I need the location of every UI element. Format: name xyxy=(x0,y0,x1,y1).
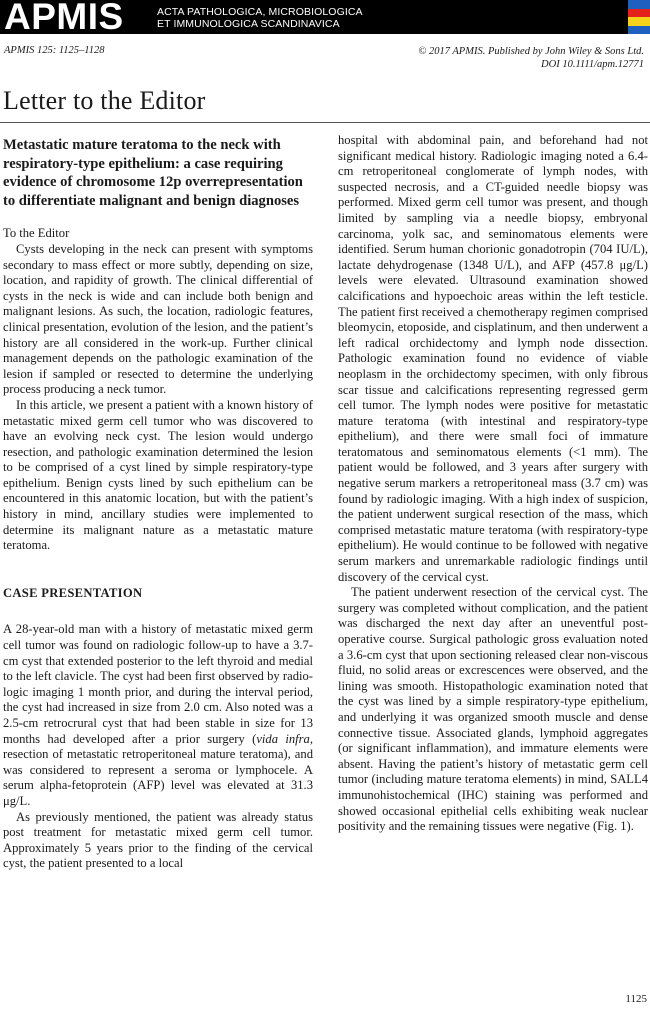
case-p1-text-b: , resection of metastatic retroperitoneal mature teratoma), and was considered to represent a seroma or lymphocele. A serum alpha-fetoprotein (AFP) level was elevated at 31.3 μg/L. xyxy=(3,731,314,808)
color-flag-icon xyxy=(628,0,650,34)
history-paragraph: hospital with abdominal pain, and beforehand had not significant medical history. Radiologic imaging noted a 6.4-cm retroperitoneal conglomerate of lymph nodes, with suspected necrosis, and a CT-guided needle biopsy was performed. Mixed germ cell tumor was present, and though limited by sampling via a needle biopsy, embryonal carcinoma, yolk sac, and seminomatous elements were identified. Serum human chorionic gonadotropin (704 IU/L), lactate dehydrogenase (1348 U/L), and AFP (457.8 μg/L) levels were elevated. Ultrasound examination showed calcifications and hypoechoic areas within the left testicle. The patient first received a chemotherapy regimen comprised bleomycin, etoposide, and cisplatinum, and then underwent a left radical orchidectomy and lymph node dissection. Pathologic examination found no evidence of viable neoplasm in the orchidectomy specimen, with only fibrous scar tissue and calcifications representing regressed germ cell tumor. The lymph nodes were positive for metastatic mature teratoma (with intestinal and respiratory-type epithelium), and there were small foci of immature teratomatous and seminomatous elements (<1 mm). The patient would be followed, and 3 years after surgery with negative serum markers a retroperitoneal mass (3.7 cm) was found by radiologic imaging. With a high index of suspicion, the patient underwent surgical resection of the mass, which comprised metastatic mature teratoma (with respiratory-type epithelium). He would continue to be followed with negative serum markers and unremarkable radiologic findings until discovery of the cervical cyst. xyxy=(338,133,648,584)
salutation: To the Editor xyxy=(3,226,70,241)
journal-full-name xyxy=(157,6,363,30)
case-p1-text-a: A 28-year-old man with a history of metastatic mixed germ cell tumor was found on radiologic follow-up to have a 3.7-cm cyst that extended posterior to the left thyroid and medial to the left clavicle. The cyst had been first observed by radiologic imaging 1 month prior, and during the interval period, the cyst had increased in size from 2.0 cm. Also noted was a 2.5-cm retrocrural cyst that had been stable in size for 13 months had developed after a prior surgery ( xyxy=(3,622,313,746)
case-p1-italic: vida infra xyxy=(256,731,310,746)
copyright-doi xyxy=(418,45,644,71)
flag-stripe-4 xyxy=(628,26,650,35)
section-divider xyxy=(0,122,650,123)
flag-stripe-3 xyxy=(628,17,650,26)
page-number: 1125 xyxy=(625,993,647,1005)
intro-paragraph-1: Cysts developing in the neck can present with symptoms secondary to mass effect or more subtly, depending on size, location, and rapidity of growth. The clinical differential of cysts in the neck is wide and can include both benign and malignant lesions. As such, the location, radiologic features, clinical presentation, evolution of the lesion, and the patient’s history are all considered in the work-up. Further clinical management depends on the pathologic examination of the lesion if sampled or resected to determine the underlying process producing a neck tumor. xyxy=(3,241,313,397)
journal-name-line-1: ACTA PATHOLOGICA, MICROBIOLOGICA xyxy=(157,6,363,18)
section-title: Letter to the Editor xyxy=(3,86,206,115)
flag-stripe-2 xyxy=(628,9,650,18)
journal-masthead xyxy=(0,0,650,37)
copyright-line: © 2017 APMIS. Published by John Wiley & Sons Ltd. xyxy=(418,46,644,57)
journal-logo: APMIS xyxy=(4,0,124,37)
case-paragraph-2: As previously mentioned, the patient was already status post treatment for metastatic mixed germ cell tumor. Approximately 5 years prior to the finding of the cervical cyst, the patient presented to a local xyxy=(3,809,313,871)
resection-paragraph: The patient underwent resection of the cervical cyst. The surgery was completed without complication, and the patient was discharged the next day after an uneventful post-operative course. Surgical pathologic gross evaluation noted a 3.6-cm cyst that upon sectioning released clear non-viscous fluid, no solid areas or excrescences were observed, and the lining was smooth. Histopathologic examination noted that the cyst was lined by a simple respiratory-type epithelium, and underlying it was organized smooth muscle and dense connective tissue. Associated glands, lymphoid aggregates (or significant inflammation), and immature elements were absent. Having the patient’s history of metastatic germ cell tumor (including mature teratoma elements) in mind, SALL4 immunohistochemical (IHC) staining was performed and showed occasional epithelial cells exhibiting weak nuclear positivity and the remaining tissues were negative (Fig. 1). xyxy=(338,585,648,834)
intro-paragraph-2: In this article, we present a patient with a known history of metastatic mixed germ cell tumor who was discovered to have an evolving neck cyst. The lesion would undergo resection, and pathologic examination determined the lesion to be comprised of a cyst lined by simple respiratory-type epithelium. Benign cysts lined by such epithelium can be encountered in this anatomic location, but with the patient’s history in mind, ancillary studies were implemented to determine its malignant nature as a metastatic mature teratoma. xyxy=(3,397,313,553)
flag-stripe-1 xyxy=(628,0,650,9)
right-column xyxy=(338,133,648,835)
journal-citation: APMIS 125: 1125–1128 xyxy=(4,45,105,56)
case-presentation-heading: CASE PRESENTATION xyxy=(3,585,143,600)
case-paragraph-1 xyxy=(3,622,313,809)
left-column xyxy=(3,136,313,872)
doi-line: DOI 10.1111/apm.12771 xyxy=(541,59,644,70)
article-title: Metastatic mature teratoma to the neck with respiratory-type epithelium: a case requiring evidence of chromosome 12p overrepresentation to differentiate malignant and benign diagnoses xyxy=(3,137,303,209)
journal-name-line-2: ET IMMUNOLOGICA SCANDINAVICA xyxy=(157,18,340,30)
